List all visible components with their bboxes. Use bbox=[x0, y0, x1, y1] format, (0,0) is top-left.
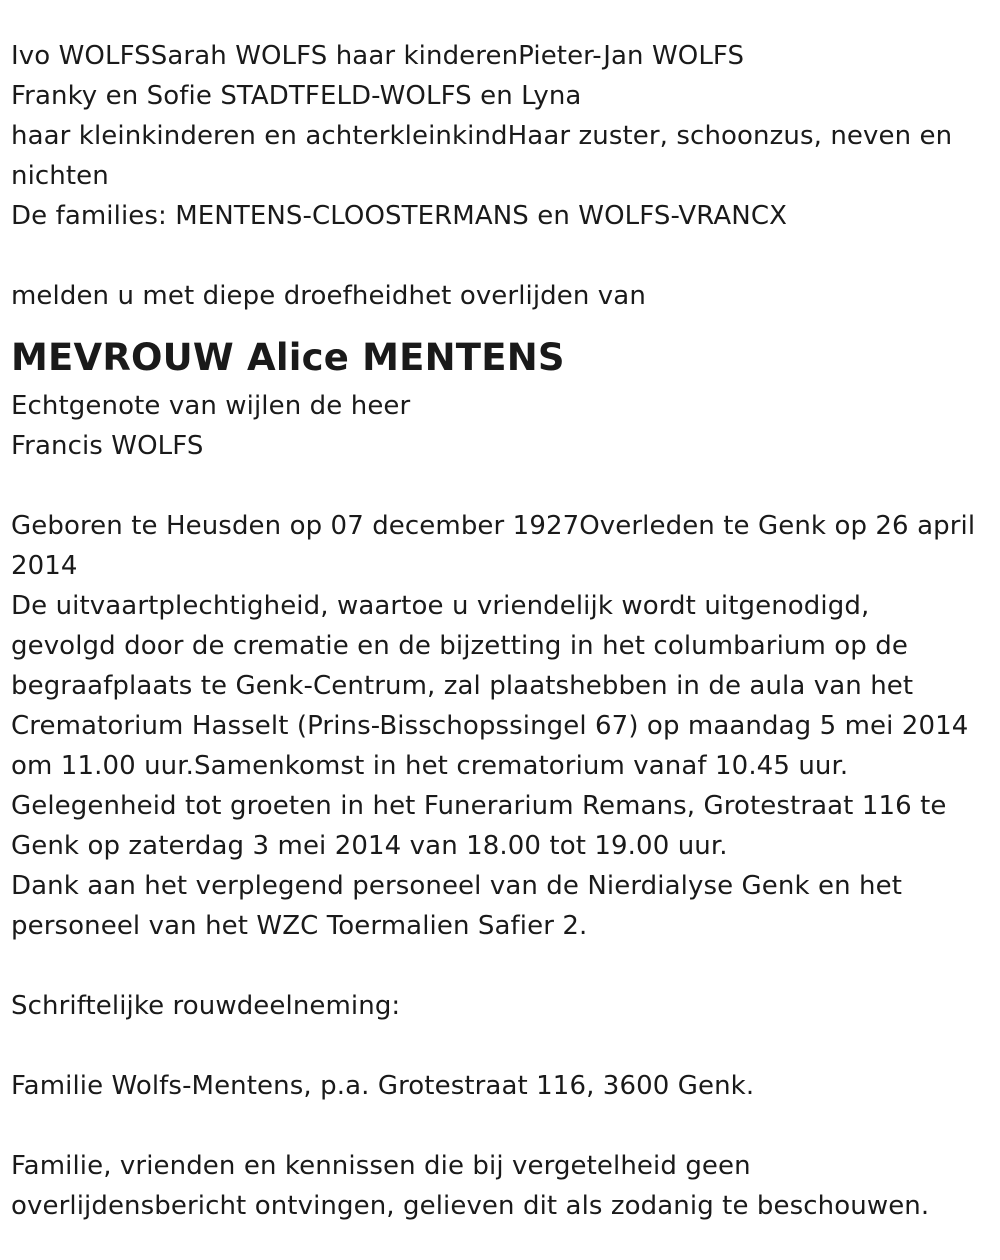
spacer bbox=[11, 946, 989, 986]
details-line: begraafplaats te Genk-Centrum, zal plaatshebben in de aula van het bbox=[11, 671, 914, 701]
details-line: gevolgd door de crematie en de bijzetting in het columbarium op de bbox=[11, 631, 908, 661]
details-line: 2014 bbox=[11, 551, 78, 581]
condolence-address: Familie Wolfs-Mentens, p.a. Grotestraat 116, 3600 Genk. bbox=[11, 1071, 755, 1101]
announcement-text: melden u met diepe droefheidhet overlijden van bbox=[11, 281, 646, 311]
spacer bbox=[11, 236, 989, 276]
spacer bbox=[11, 1026, 989, 1066]
spouse-line: Francis WOLFS bbox=[11, 431, 204, 461]
family-line: Franky en Sofie STADTFELD-WOLFS en Lyna bbox=[11, 81, 582, 111]
details-line: personeel van het WZC Toermalien Safier 2. bbox=[11, 911, 588, 941]
details-line: De uitvaartplechtigheid, waartoe u vriendelijk wordt uitgenodigd, bbox=[11, 591, 870, 621]
details-line: Genk op zaterdag 3 mei 2014 van 18.00 tot 19.00 uur. bbox=[11, 831, 728, 861]
details-line: Gelegenheid tot groeten in het Funerarium Remans, Grotestraat 116 te bbox=[11, 791, 947, 821]
family-line: haar kleinkinderen en achterkleinkindHaar zuster, schoonzus, neven en bbox=[11, 121, 953, 151]
spouse-line: Echtgenote van wijlen de heer bbox=[11, 391, 411, 421]
details-block bbox=[11, 506, 989, 946]
details-line: Dank aan het verplegend personeel van de Nierdialyse Genk en het bbox=[11, 871, 902, 901]
details-line: Crematorium Hasselt (Prins-Bisschopssingel 67) op maandag 5 mei 2014 bbox=[11, 711, 969, 741]
deceased-name: MEVROUW Alice MENTENS bbox=[11, 336, 565, 379]
family-line: De families: MENTENS-CLOOSTERMANS en WOLFS-VRANCX bbox=[11, 201, 788, 231]
closing-line: overlijdensbericht ontvingen, gelieven dit als zodanig te beschouwen. bbox=[11, 1191, 930, 1221]
family-line: nichten bbox=[11, 161, 109, 191]
spacer bbox=[11, 466, 989, 506]
closing-block bbox=[11, 1146, 989, 1226]
details-line: om 11.00 uur.Samenkomst in het crematorium vanaf 10.45 uur. bbox=[11, 751, 849, 781]
spouse-block bbox=[11, 386, 989, 466]
spacer bbox=[11, 1106, 989, 1146]
family-block bbox=[11, 36, 989, 236]
closing-line: Familie, vrienden en kennissen die bij vergetelheid geen bbox=[11, 1151, 751, 1181]
family-line: Ivo WOLFSSarah WOLFS haar kinderenPieter-Jan WOLFS bbox=[11, 41, 745, 71]
details-line: Geboren te Heusden op 07 december 1927Overleden te Genk op 26 april bbox=[11, 511, 976, 541]
condolence-heading: Schriftelijke rouwdeelneming: bbox=[11, 991, 401, 1021]
